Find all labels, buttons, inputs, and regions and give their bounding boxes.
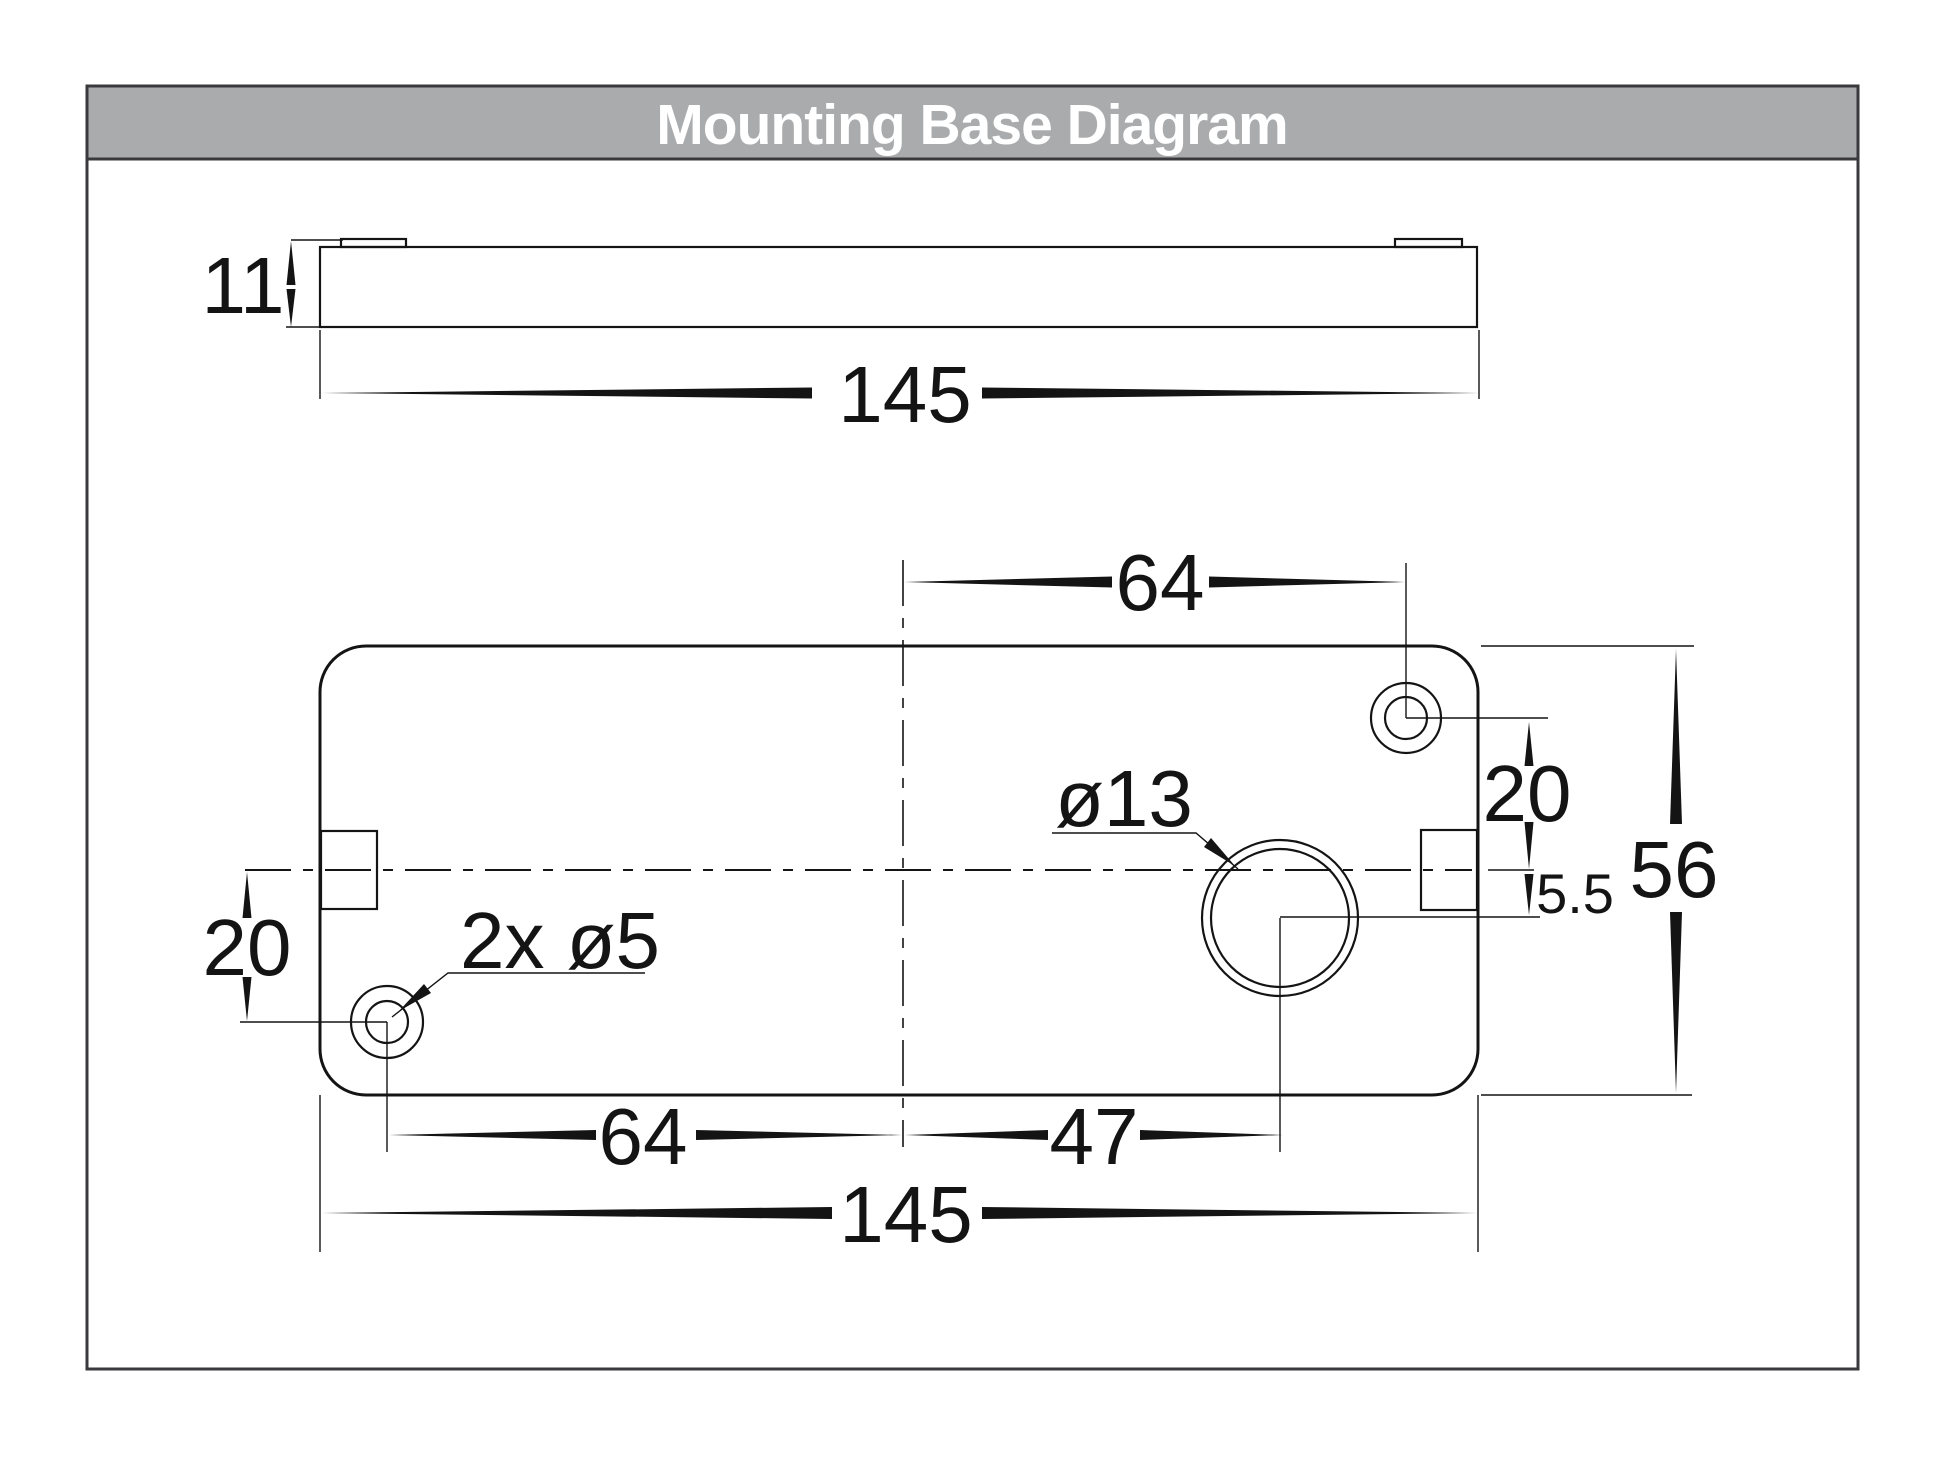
side-view-body <box>320 247 1477 327</box>
dim-left-20 <box>203 872 292 1021</box>
dim-bottom-145-label: 145 <box>839 1170 973 1259</box>
cable-hole <box>1202 840 1540 1152</box>
dim-5-5-label: 5.5 <box>1536 862 1614 925</box>
leader-cable-hole <box>1052 754 1238 869</box>
dim-right-20-label: 20 <box>1482 749 1572 838</box>
screw-holes-label: 2x ø5 <box>459 896 661 985</box>
cable-hole-label: ø13 <box>1055 754 1193 843</box>
dim-5-5 <box>1488 862 1614 925</box>
page-title: Mounting Base Diagram <box>656 93 1288 157</box>
dim-bottom-47 <box>905 1092 1283 1181</box>
dim-side-length <box>320 330 1480 439</box>
dim-depth-56-label: 56 <box>1629 825 1719 914</box>
side-view-left-tab <box>341 239 406 247</box>
side-view-right-tab <box>1395 239 1462 247</box>
screw-hole-top-right <box>1371 563 1548 753</box>
dim-top-64 <box>904 538 1405 627</box>
dim-left-20-label: 20 <box>202 903 292 992</box>
dim-bottom-64 <box>389 1092 902 1181</box>
dim-side-height-label: 11 <box>201 241 285 330</box>
screw-hole-bottom-left <box>240 986 423 1152</box>
dim-bottom-64-label: 64 <box>598 1092 688 1181</box>
dim-side-length-label: 145 <box>838 350 972 439</box>
dim-top-64-label: 64 <box>1115 538 1205 627</box>
dim-bottom-47-label: 47 <box>1049 1092 1139 1181</box>
dim-side-height <box>201 240 343 330</box>
base-plan-view <box>203 538 1719 1259</box>
dim-bottom-145 <box>320 1095 1478 1259</box>
title-bar <box>87 86 1858 159</box>
leader-screw-holes <box>392 896 660 1017</box>
dim-right-20 <box>1483 722 1572 869</box>
side-profile-view <box>201 239 1480 439</box>
